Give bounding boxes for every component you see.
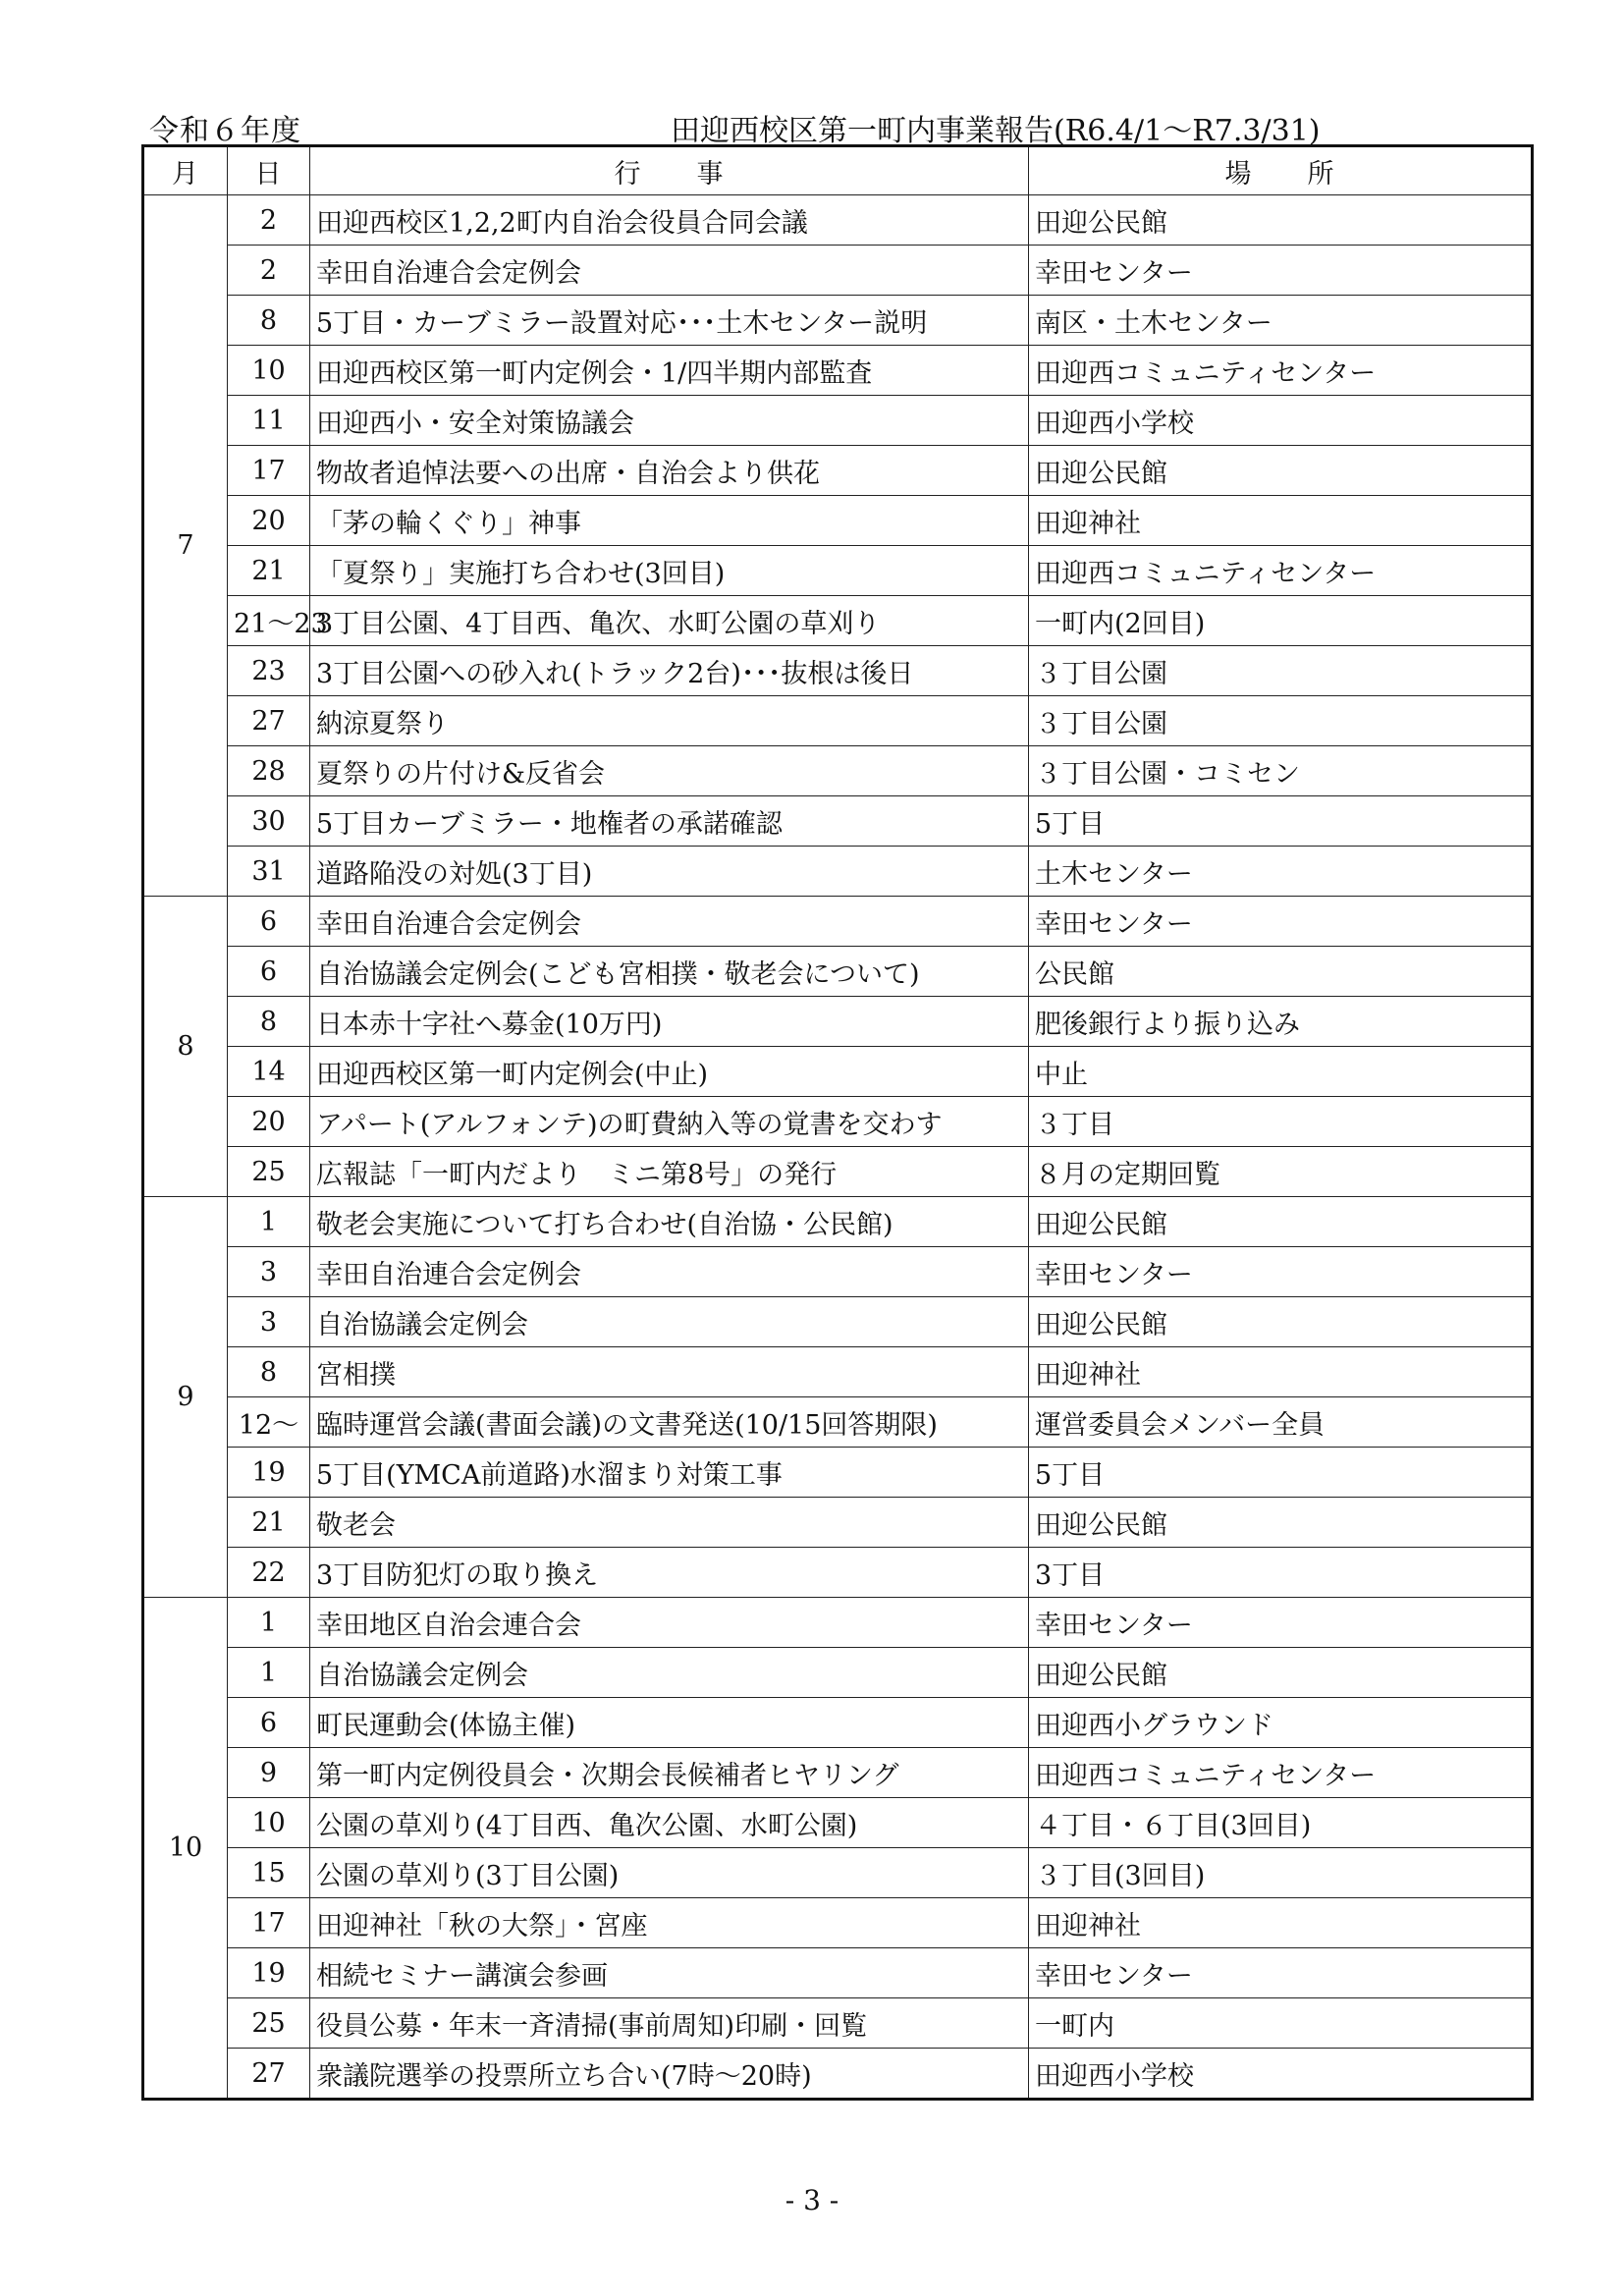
place-cell: 田迎公民館 [1029,446,1533,496]
day-cell: 8 [228,296,310,346]
event-cell: 自治協議会定例会(こども宮相撲・敬老会について) [310,947,1029,997]
table-row [143,1648,1533,1698]
day-cell: 8 [228,1347,310,1397]
place-cell: 田迎公民館 [1029,1297,1533,1347]
day-cell: 11 [228,396,310,446]
event-cell: 物故者追悼法要への出席・自治会より供花 [310,446,1029,496]
event-cell: 幸田地区自治会連合会 [310,1598,1029,1648]
table-row [143,1848,1533,1898]
day-cell: 20 [228,1097,310,1147]
day-cell: 14 [228,1047,310,1097]
event-cell: 衆議院選挙の投票所立ち合い(7時～20時) [310,2049,1029,2100]
place-cell: ８月の定期回覧 [1029,1147,1533,1197]
place-cell: 田迎神社 [1029,1347,1533,1397]
place-cell: 田迎神社 [1029,496,1533,546]
day-cell: 3 [228,1247,310,1297]
event-cell: 田迎西小・安全対策協議会 [310,396,1029,446]
table-row [143,696,1533,746]
place-cell: 幸田センター [1029,1598,1533,1648]
table-row [143,496,1533,546]
place-cell: 公民館 [1029,947,1533,997]
day-cell: 28 [228,746,310,796]
event-cell: 3丁目公園への砂入れ(トラック2台)･･･抜根は後日 [310,646,1029,696]
place-cell: 運営委員会メンバー全員 [1029,1397,1533,1448]
table-row [143,446,1533,496]
day-cell: 2 [228,246,310,296]
event-cell: 5丁目・カーブミラー設置対応･･･土木センター説明 [310,296,1029,346]
event-cell: 5丁目(YMCA前道路)水溜まり対策工事 [310,1448,1029,1498]
table-row [143,1047,1533,1097]
month-cell: 8 [143,897,228,1197]
day-cell: 25 [228,1998,310,2049]
day-cell: 19 [228,1948,310,1998]
table-header-row [143,146,1533,195]
report-title: 田迎西校区第一町内事業報告(R6.4/1～R7.3/31) [671,114,1321,148]
place-cell: 土木センター [1029,847,1533,897]
table-row [143,1147,1533,1197]
day-cell: 17 [228,446,310,496]
day-cell: 31 [228,847,310,897]
table-row [143,1297,1533,1347]
event-cell: 田迎西校区1,2,2町内自治会役員合同会議 [310,195,1029,246]
column-header-day: 日 [228,146,310,195]
table-row [143,246,1533,296]
event-cell: 公園の草刈り(3丁目公園) [310,1848,1029,1898]
column-header-event: 行 事 [310,146,1029,195]
day-cell: 9 [228,1748,310,1798]
table-row [143,1347,1533,1397]
place-cell: 田迎西コミュニティセンター [1029,346,1533,396]
table-row [143,947,1533,997]
place-cell: 田迎神社 [1029,1898,1533,1948]
place-cell: 田迎西コミュニティセンター [1029,546,1533,596]
event-cell: 敬老会 [310,1498,1029,1548]
day-cell: 12～ [228,1397,310,1448]
place-cell: 田迎公民館 [1029,1498,1533,1548]
day-cell: 23 [228,646,310,696]
event-cell: 「茅の輪くぐり」神事 [310,496,1029,546]
event-cell: 自治協議会定例会 [310,1297,1029,1347]
place-cell: 田迎公民館 [1029,1197,1533,1247]
table-row [143,1498,1533,1548]
event-cell: 「夏祭り」実施打ち合わせ(3回目) [310,546,1029,596]
table-row [143,847,1533,897]
day-cell: 3 [228,1297,310,1347]
table-row [143,396,1533,446]
place-cell: ３丁目公園・コミセン [1029,746,1533,796]
event-cell: 田迎西校区第一町内定例会・1/四半期内部監査 [310,346,1029,396]
day-cell: 10 [228,346,310,396]
event-cell: 自治協議会定例会 [310,1648,1029,1698]
place-cell: 田迎公民館 [1029,195,1533,246]
fiscal-year: 令和６年度 [149,114,301,148]
table-row [143,746,1533,796]
table-row [143,296,1533,346]
event-cell: 幸田自治連合会定例会 [310,246,1029,296]
day-cell: 1 [228,1197,310,1247]
table-row [143,997,1533,1047]
place-cell: 一町内(2回目) [1029,596,1533,646]
table-row [143,596,1533,646]
table-row [143,1448,1533,1498]
table-row [143,1548,1533,1598]
column-header-place: 場 所 [1029,146,1533,195]
table-row [143,1898,1533,1948]
event-cell: 道路陥没の対処(3丁目) [310,847,1029,897]
event-cell: 敬老会実施について打ち合わせ(自治協・公民館) [310,1197,1029,1247]
place-cell: 幸田センター [1029,897,1533,947]
table-row [143,1397,1533,1448]
place-cell: 中止 [1029,1047,1533,1097]
day-cell: 6 [228,1698,310,1748]
day-cell: 21 [228,546,310,596]
table-row [143,1197,1533,1247]
table-row [143,1247,1533,1297]
event-cell: 町民運動会(体協主催) [310,1698,1029,1748]
month-cell: 7 [143,195,228,897]
table-row [143,195,1533,246]
table-row [143,546,1533,596]
table-row [143,646,1533,696]
event-cell: 役員公募・年末一斉清掃(事前周知)印刷・回覧 [310,1998,1029,2049]
event-cell: 3丁目防犯灯の取り換え [310,1548,1029,1598]
event-cell: 3丁目公園、4丁目西、亀次、水町公園の草刈り [310,596,1029,646]
event-cell: アパート(アルフォンテ)の町費納入等の覚書を交わす [310,1097,1029,1147]
place-cell: 5丁目 [1029,796,1533,847]
place-cell: 幸田センター [1029,1247,1533,1297]
day-cell: 10 [228,1798,310,1848]
day-cell: 6 [228,947,310,997]
table-row [143,1798,1533,1848]
table-row [143,2049,1533,2100]
day-cell: 30 [228,796,310,847]
table-row [143,1748,1533,1798]
event-cell: 幸田自治連合会定例会 [310,1247,1029,1297]
column-header-month: 月 [143,146,228,195]
day-cell: 6 [228,897,310,947]
table-body [143,195,1533,2100]
place-cell: 3丁目 [1029,1548,1533,1598]
day-cell: 21～23 [228,596,310,646]
month-cell: 9 [143,1197,228,1598]
event-cell: 臨時運営会議(書面会議)の文書発送(10/15回答期限) [310,1397,1029,1448]
event-cell: 納涼夏祭り [310,696,1029,746]
place-cell: 南区・土木センター [1029,296,1533,346]
event-cell: 宮相撲 [310,1347,1029,1397]
day-cell: 25 [228,1147,310,1197]
event-cell: 日本赤十字社へ募金(10万円) [310,997,1029,1047]
place-cell: 幸田センター [1029,1948,1533,1998]
table-row [143,1948,1533,1998]
event-cell: 広報誌「一町内だより ミニ第8号」の発行 [310,1147,1029,1197]
event-cell: 田迎神社「秋の大祭」・宮座 [310,1898,1029,1948]
day-cell: 27 [228,696,310,746]
day-cell: 15 [228,1848,310,1898]
place-cell: ３丁目(3回目) [1029,1848,1533,1898]
place-cell: 田迎西小学校 [1029,2049,1533,2100]
place-cell: ３丁目公園 [1029,696,1533,746]
place-cell: ３丁目公園 [1029,646,1533,696]
table-row [143,1097,1533,1147]
table-row [143,796,1533,847]
event-cell: 5丁目カーブミラー・地権者の承諾確認 [310,796,1029,847]
place-cell: 田迎西小グラウンド [1029,1698,1533,1748]
event-cell: 第一町内定例役員会・次期会長候補者ヒヤリング [310,1748,1029,1798]
page-number: - 3 - [785,2184,839,2216]
place-cell: ４丁目・６丁目(3回目) [1029,1798,1533,1848]
day-cell: 1 [228,1648,310,1698]
event-cell: 田迎西校区第一町内定例会(中止) [310,1047,1029,1097]
day-cell: 19 [228,1448,310,1498]
place-cell: 5丁目 [1029,1448,1533,1498]
place-cell: 幸田センター [1029,246,1533,296]
table-row [143,897,1533,947]
place-cell: ３丁目 [1029,1097,1533,1147]
day-cell: 21 [228,1498,310,1548]
day-cell: 1 [228,1598,310,1648]
event-cell: 夏祭りの片付け&反省会 [310,746,1029,796]
day-cell: 27 [228,2049,310,2100]
day-cell: 2 [228,195,310,246]
place-cell: 肥後銀行より振り込み [1029,997,1533,1047]
table-row [143,1698,1533,1748]
event-cell: 幸田自治連合会定例会 [310,897,1029,947]
place-cell: 一町内 [1029,1998,1533,2049]
table-row [143,1598,1533,1648]
place-cell: 田迎西コミュニティセンター [1029,1748,1533,1798]
table-row [143,346,1533,396]
day-cell: 22 [228,1548,310,1598]
event-cell: 公園の草刈り(4丁目西、亀次公園、水町公園) [310,1798,1029,1848]
month-cell: 10 [143,1598,228,2100]
day-cell: 20 [228,496,310,546]
day-cell: 17 [228,1898,310,1948]
event-cell: 相続セミナー講演会参画 [310,1948,1029,1998]
place-cell: 田迎西小学校 [1029,396,1533,446]
day-cell: 8 [228,997,310,1047]
table-row [143,1998,1533,2049]
place-cell: 田迎公民館 [1029,1648,1533,1698]
event-report-table [141,144,1534,2101]
